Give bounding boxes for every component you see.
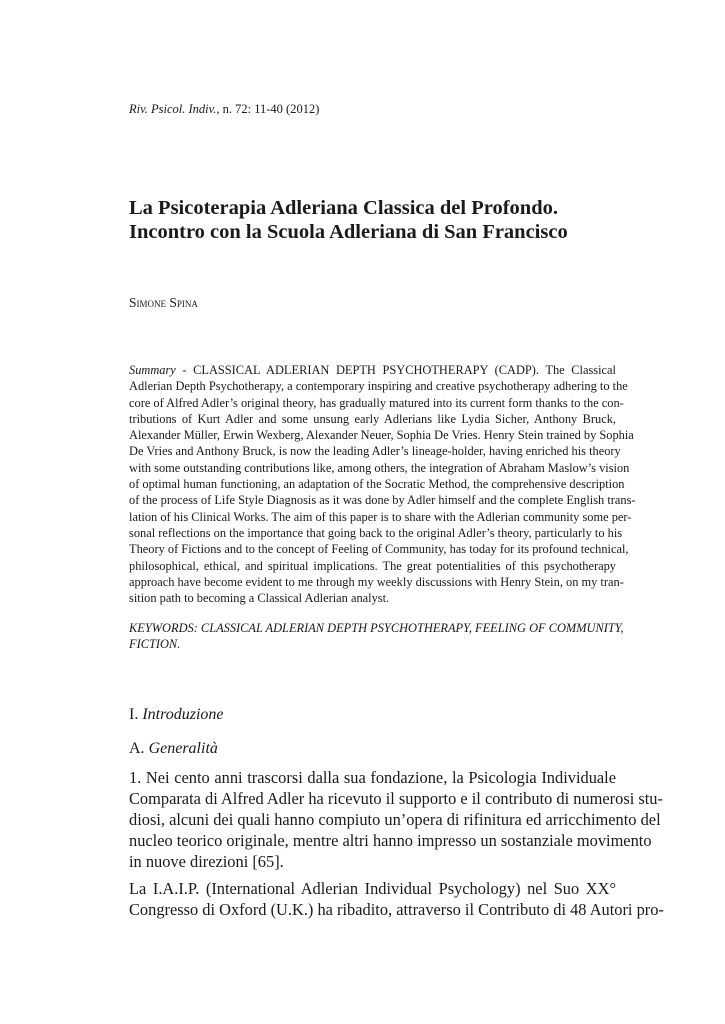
text-line: La I.A.I.P. (International Adlerian Individual Psychology) nel Suo XX° <box>129 879 616 898</box>
summary-line: of optimal human functioning, an adaptation of the Socratic Method, the comprehensive description <box>129 477 625 492</box>
summary-line: De Vries and Anthony Bruck, is now the leading Adler’s lineage-holder, having enriched his theory <box>129 444 621 459</box>
journal-name: Riv. Psicol. Indiv. <box>129 102 217 116</box>
text-line: nucleo teorico originale, mentre altri hanno impresso un sostanziale movimento <box>129 831 652 850</box>
keywords-line: KEYWORDS: CLASSICAL ADLERIAN DEPTH PSYCHOTHERAPY, FEELING OF COMMUNITY, <box>129 621 624 635</box>
paragraph-1 <box>129 767 663 872</box>
paragraph-2 <box>129 878 664 920</box>
journal-citation <box>129 102 616 117</box>
summary-line: sition path to becoming a Classical Adlerian analyst. <box>129 591 390 606</box>
section-number: A. <box>129 740 149 757</box>
summary-line: core of Alfred Adler’s original theory, has gradually matured into its current form thanks to the con- <box>129 395 624 410</box>
summary-line: sonal reflections on the importance that going back to the original Adler’s theory, particularly to his <box>129 525 623 540</box>
summary-label: Summary <box>129 363 176 377</box>
text-line: Congresso di Oxford (U.K.) ha ribadito, attraverso il Contributo di 48 Autori pro- <box>129 900 664 919</box>
title-line: Incontro con la Scuola Adleriana di San Francisco <box>129 221 568 243</box>
section-heading-introduzione <box>129 706 616 724</box>
summary-line: tributions of Kurt Adler and some unsung early Adlerians like Lydia Sicher, Anthony Bruck, <box>129 411 616 426</box>
keywords-line: FICTION. <box>129 637 181 652</box>
text-line: Comparata di Alfred Adler ha ricevuto il supporto e il contributo di numerosi stu- <box>129 789 663 808</box>
section-title: Introduzione <box>142 706 224 723</box>
summary-line: of the process of Life Style Diagnosis as it was done by Adler himself and the complete English trans- <box>129 493 636 508</box>
paper-title <box>129 196 616 244</box>
text-line: 1. Nei cento anni trascorsi dalla sua fondazione, la Psicologia Individuale <box>129 768 616 787</box>
subsection-heading-generalita <box>129 740 616 758</box>
journal-issue: , n. 72: 11-40 (2012) <box>216 102 320 116</box>
summary-line: Theory of Fictions and to the concept of Feeling of Community, has today for its profound technical, <box>129 542 629 557</box>
section-title: Generalità <box>148 740 218 757</box>
author: Simone Spina <box>129 295 198 310</box>
text-line: diosi, alcuni dei quali hanno compiuto un’opera di rifinitura ed arricchimento del <box>129 810 661 829</box>
summary-line: philosophical, ethical, and spiritual implications. The great potentialities of this psychotherapy <box>129 558 616 573</box>
text-line: in nuove direzioni [65]. <box>129 852 284 871</box>
summary-text: - CLASSICAL ADLERIAN DEPTH PSYCHOTHERAPY (CADP). The Classical <box>175 363 616 377</box>
summary-line: approach have become evident to me through my weekly discussions with Henry Stein, on my tran- <box>129 574 624 589</box>
section-number: I. <box>129 706 143 723</box>
title-line: La Psicoterapia Adleriana Classica del Profondo. <box>129 197 558 219</box>
summary-line: with some outstanding contributions like, among others, the integration of Abraham Maslow’s vision <box>129 460 630 475</box>
summary-line: Adlerian Depth Psychotherapy, a contemporary inspiring and creative psychotherapy adhering to the <box>129 379 628 394</box>
summary <box>129 362 636 606</box>
summary-line <box>129 362 616 378</box>
keywords <box>129 620 624 653</box>
summary-line: Alexander Müller, Erwin Wexberg, Alexander Neuer, Sophia De Vries. Henry Stein trained by Sophia <box>129 428 634 443</box>
summary-line: lation of his Clinical Works. The aim of this paper is to share with the Adlerian community some per- <box>129 509 632 524</box>
